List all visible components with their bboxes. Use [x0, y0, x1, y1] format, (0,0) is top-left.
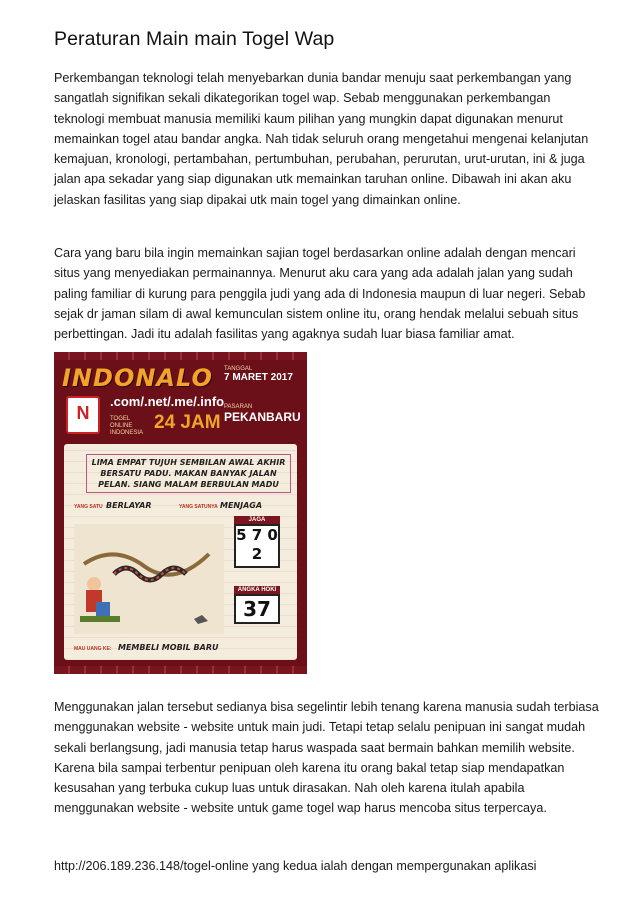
- wish-value: MEMBELI MOBIL BARU: [118, 643, 219, 652]
- label-two: YANG SATUNYA: [179, 504, 218, 510]
- poster-quote: LIMA EMPAT TUJUH SEMBILAN AWAL AKHIR BERSATU PADU. MAKAN BANYAK JALAN PELAN. SIANG MALAM BERBULAN MADU: [86, 454, 291, 493]
- poster-domains: .com/.net/.me/.info: [110, 394, 225, 409]
- decorative-strip: [54, 352, 307, 360]
- poster-date: [224, 366, 300, 396]
- hoki-box: [234, 586, 280, 624]
- cartoon-illustration: [74, 524, 224, 634]
- poster-market: [224, 404, 300, 434]
- paragraph-intro: Perkembangan teknologi telah menyebarkan dunia bandar menuju saat perkembangan yang sangatlah signifikan sekali dikategorikan togel wap. Sebab menggunakan perkembangan teknologi membuat manusia memiliki kaum pilihan yang mungkin dapat digunakan menurut memainkan togel atau bandar angka. Nah tidak seluruh orang mengetahui mengenai kelanjutan kemajuan, kronologi, pertambahan, pertumbuhan, perubahan, perurutan, urut-urutan, ini & juga jalan apa sekadar yang siap digunakan utk memainkan taruhan online. Dibawah ini akan aku jelaskan fasilitas yang siap dipakai utk main togel yang dimainkan online.: [54, 71, 589, 207]
- hoki-label: ANGKA HOKI: [234, 586, 280, 594]
- brand-logo-icon: N: [66, 396, 100, 434]
- paragraph-link: http://206.189.236.148/togel-online yang kedua ialah dengan mempergunakan aplikasi: [54, 859, 537, 873]
- decorative-strip: [54, 666, 307, 674]
- paragraph-website: Menggunakan jalan tersebut sedianya bisa segelintir lebih tenang karena manusia sudah terbiasa menggunakan website - website untuk main judi. Tetapi tetap selalu penipuan ini sangat mudah sekali berlangsung, jadi manusia tetap harus waspada saat bermain bahkan memilih website. Karena bila sampai terbentur penipuan oleh karena itu orang bakal tetap siap mendapatkan kesusahan yang terbuka cukup luas untuk dirasakan. Nah oleh karena itulah apabila menggunakan website - website untuk game togel wap harus mencoba situs terpercaya.: [54, 700, 599, 816]
- poster-badge: 24 JAM: [154, 412, 221, 433]
- lottery-poster-image: [54, 352, 307, 674]
- date-value: 7 MARET 2017: [224, 372, 293, 383]
- jaga-value: 5 7 0 2: [234, 524, 280, 568]
- market-label: PASARAN: [224, 404, 253, 410]
- jaga-box: [234, 516, 280, 568]
- poster-subtitle: TOGEL ONLINE INDONESIA: [110, 416, 144, 436]
- hoki-value: 37: [234, 594, 280, 624]
- page-title: Peraturan Main main Togel Wap: [54, 28, 335, 50]
- market-value: PEKANBARU: [224, 410, 301, 424]
- wish-label: MAU UANG KE:: [74, 646, 112, 652]
- date-label: TANGGAL: [224, 366, 253, 372]
- paragraph-cara: Cara yang baru bila ingin memainkan sajian togel berdasarkan online adalah dengan mencari situs yang menyediakan permainannya. Menurut aku cara yang ada adalah jalan yang sudah paling familiar di kurung para penggila judi yang ada di Indonesia maupun di luar negeri. Sebab sejak dr jaman silam di awal kemunculan sistem online itu, orang hendak melalui sebuah situs perbettingan. Jadi itu adalah fasilitas yang agaknya sudah luar biasa familiar amat.: [54, 246, 586, 342]
- poster-panel: [64, 444, 297, 660]
- jaga-label: JAGA: [234, 516, 280, 524]
- value-one: BERLAYAR: [106, 501, 152, 510]
- label-one: YANG SATU: [74, 504, 103, 510]
- poster-brand: INDONALO: [62, 364, 213, 392]
- value-two: MENJAGA: [220, 501, 263, 510]
